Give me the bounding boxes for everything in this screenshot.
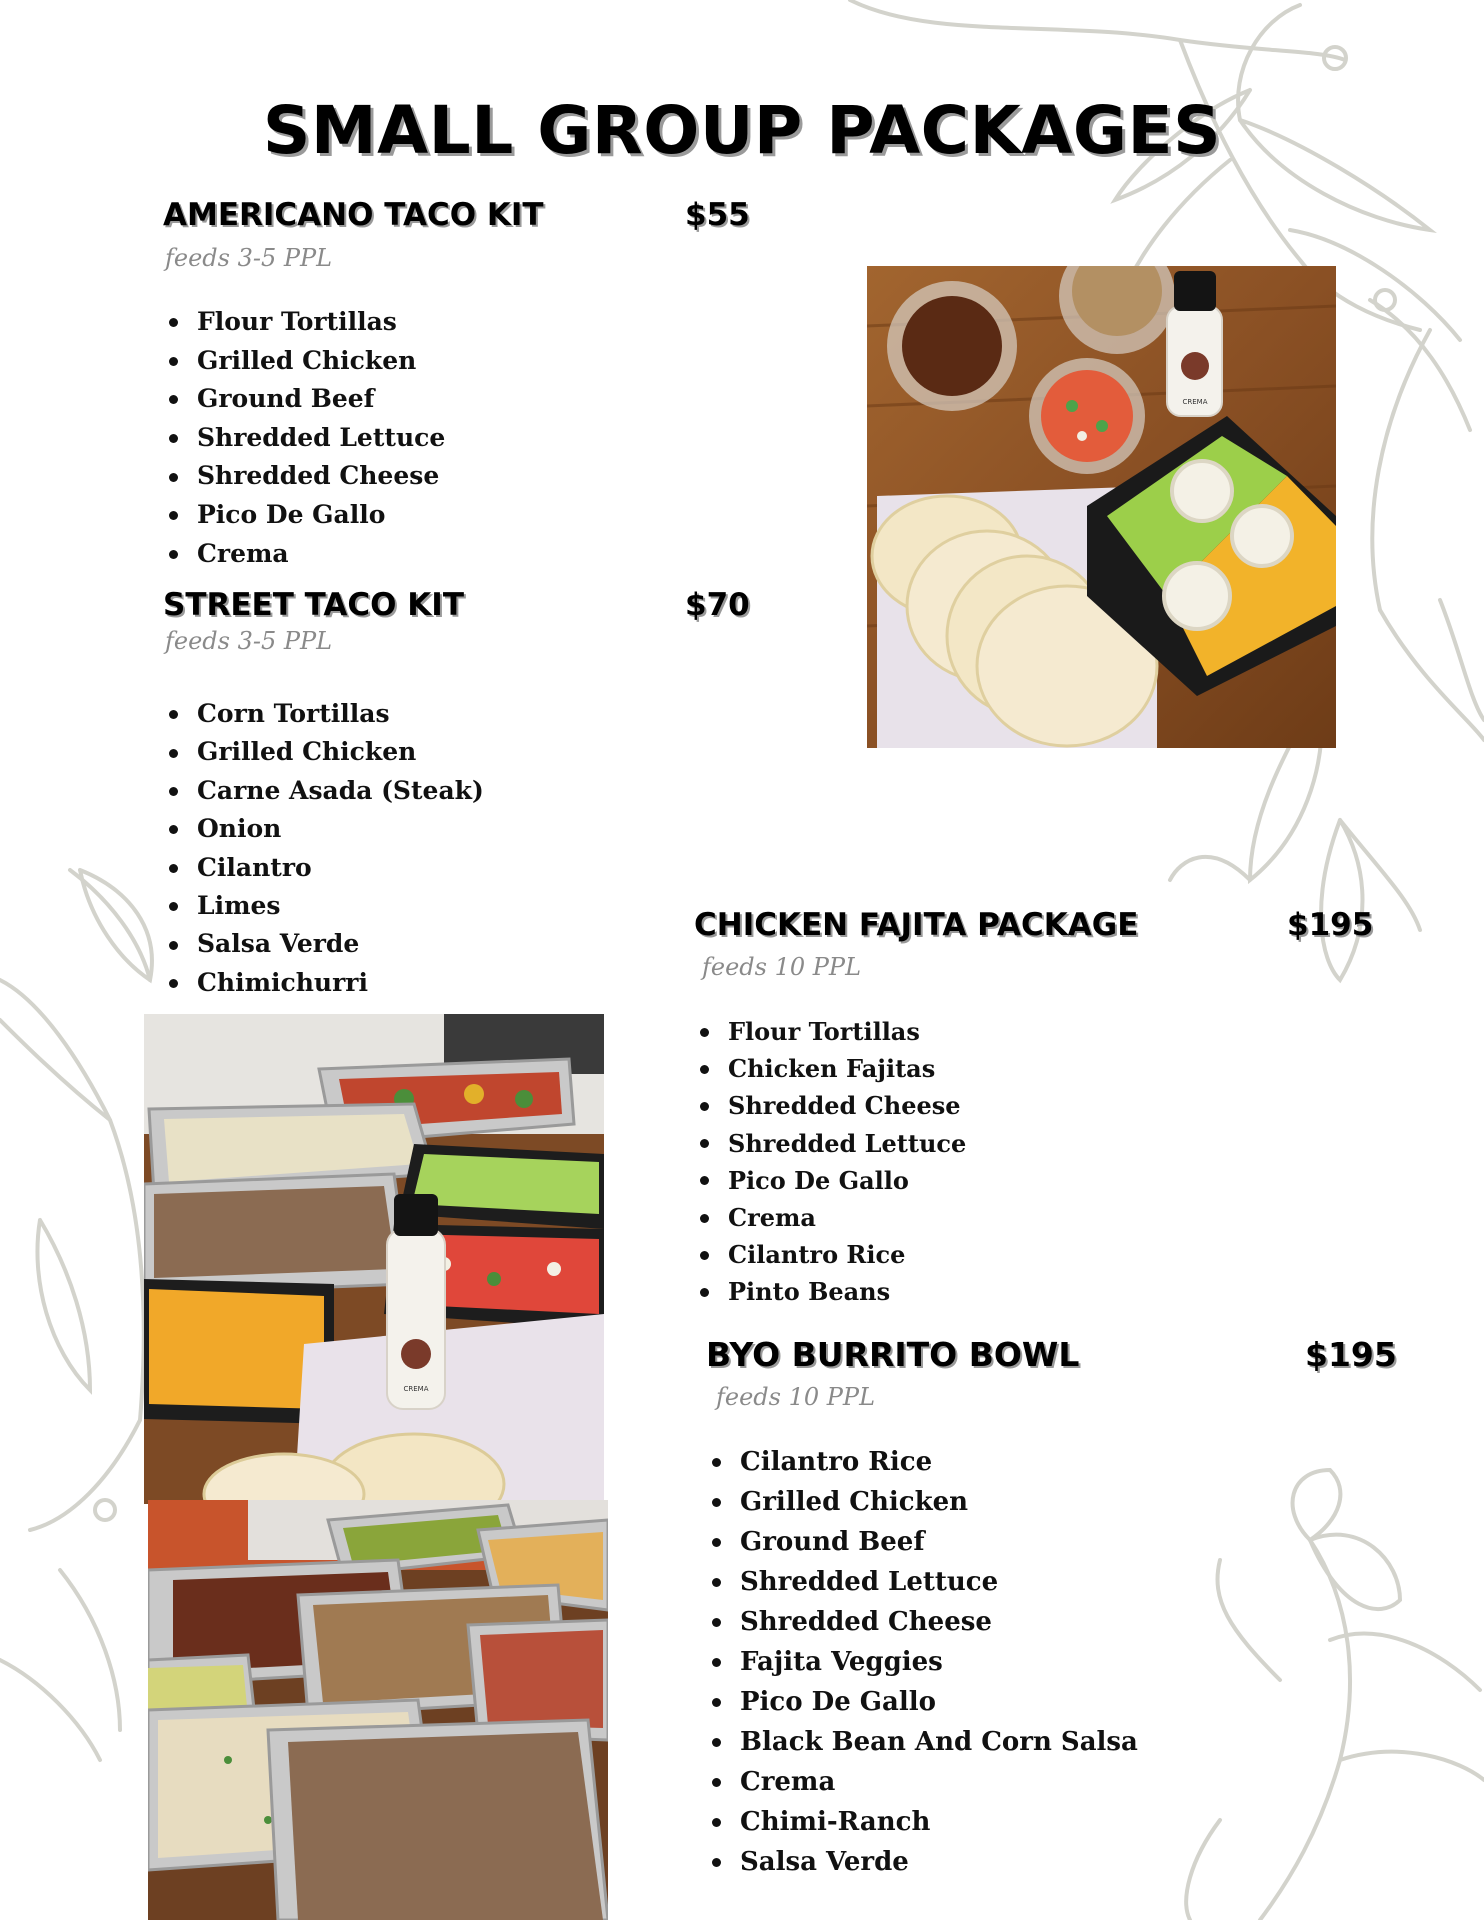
list-item: Salsa Verde xyxy=(706,1842,1138,1882)
list-item: Flour Tortillas xyxy=(694,1013,966,1050)
list-item: Chimi-Ranch xyxy=(706,1802,1138,1842)
package-feeds: feeds 10 PPL xyxy=(716,1383,875,1411)
list-item: Pinto Beans xyxy=(694,1273,966,1310)
list-item: Pico De Gallo xyxy=(706,1682,1138,1722)
package-item-list xyxy=(163,303,445,573)
list-item: Chimichurri xyxy=(163,964,484,1002)
package-street-taco-kit xyxy=(163,587,763,1007)
list-item: Shredded Lettuce xyxy=(706,1562,1138,1602)
package-item-list xyxy=(163,695,484,1002)
list-item: Grilled Chicken xyxy=(163,733,484,771)
package-name: CHICKEN FAJITA PACKAGE xyxy=(694,907,1139,943)
list-item: Onion xyxy=(163,810,484,848)
list-item: Pico De Gallo xyxy=(163,496,445,535)
list-item: Cilantro xyxy=(163,849,484,887)
bottle-label: CREMA xyxy=(403,1385,429,1393)
list-item: Carne Asada (Steak) xyxy=(163,772,484,810)
package-item-list xyxy=(706,1442,1138,1882)
package-item-list xyxy=(694,1013,966,1311)
list-item: Cilantro Rice xyxy=(706,1442,1138,1482)
list-item: Cilantro Rice xyxy=(694,1236,966,1273)
list-item: Black Bean And Corn Salsa xyxy=(706,1722,1138,1762)
package-feeds: feeds 10 PPL xyxy=(702,953,861,981)
list-item: Pico De Gallo xyxy=(694,1162,966,1199)
burrito-bowl-photo xyxy=(148,1500,608,1920)
package-price: $70 xyxy=(685,587,750,623)
list-item: Grilled Chicken xyxy=(706,1482,1138,1522)
list-item: Chicken Fajitas xyxy=(694,1050,966,1087)
package-americano-taco-kit xyxy=(163,197,763,577)
page-title: SMALL GROUP PACKAGES xyxy=(262,92,1222,169)
package-price: $55 xyxy=(685,197,750,233)
list-item: Shredded Lettuce xyxy=(163,419,445,458)
list-item: Corn Tortillas xyxy=(163,695,484,733)
list-item: Shredded Cheese xyxy=(694,1087,966,1124)
list-item: Ground Beef xyxy=(706,1522,1138,1562)
list-item: Salsa Verde xyxy=(163,925,484,963)
list-item: Flour Tortillas xyxy=(163,303,445,342)
package-name: STREET TACO KIT xyxy=(163,587,464,623)
package-price: $195 xyxy=(1305,1335,1397,1374)
list-item: Grilled Chicken xyxy=(163,342,445,381)
package-name: AMERICANO TACO KIT xyxy=(163,197,544,233)
list-item: Fajita Veggies xyxy=(706,1642,1138,1682)
package-price: $195 xyxy=(1287,907,1374,943)
list-item: Limes xyxy=(163,887,484,925)
package-feeds: feeds 3-5 PPL xyxy=(165,627,333,655)
fajita-spread-photo xyxy=(144,1014,604,1504)
list-item: Shredded Cheese xyxy=(706,1602,1138,1642)
list-item: Crema xyxy=(163,535,445,574)
taco-kit-photo xyxy=(867,266,1336,748)
list-item: Shredded Lettuce xyxy=(694,1125,966,1162)
package-chicken-fajita xyxy=(694,907,1394,1307)
package-feeds: feeds 3-5 PPL xyxy=(165,244,333,272)
package-byo-burrito-bowl xyxy=(706,1335,1406,1895)
bottle-label: CREMA xyxy=(1182,398,1208,406)
package-name: BYO BURRITO BOWL xyxy=(706,1335,1080,1374)
list-item: Shredded Cheese xyxy=(163,457,445,496)
list-item: Ground Beef xyxy=(163,380,445,419)
list-item: Crema xyxy=(694,1199,966,1236)
list-item: Crema xyxy=(706,1762,1138,1802)
